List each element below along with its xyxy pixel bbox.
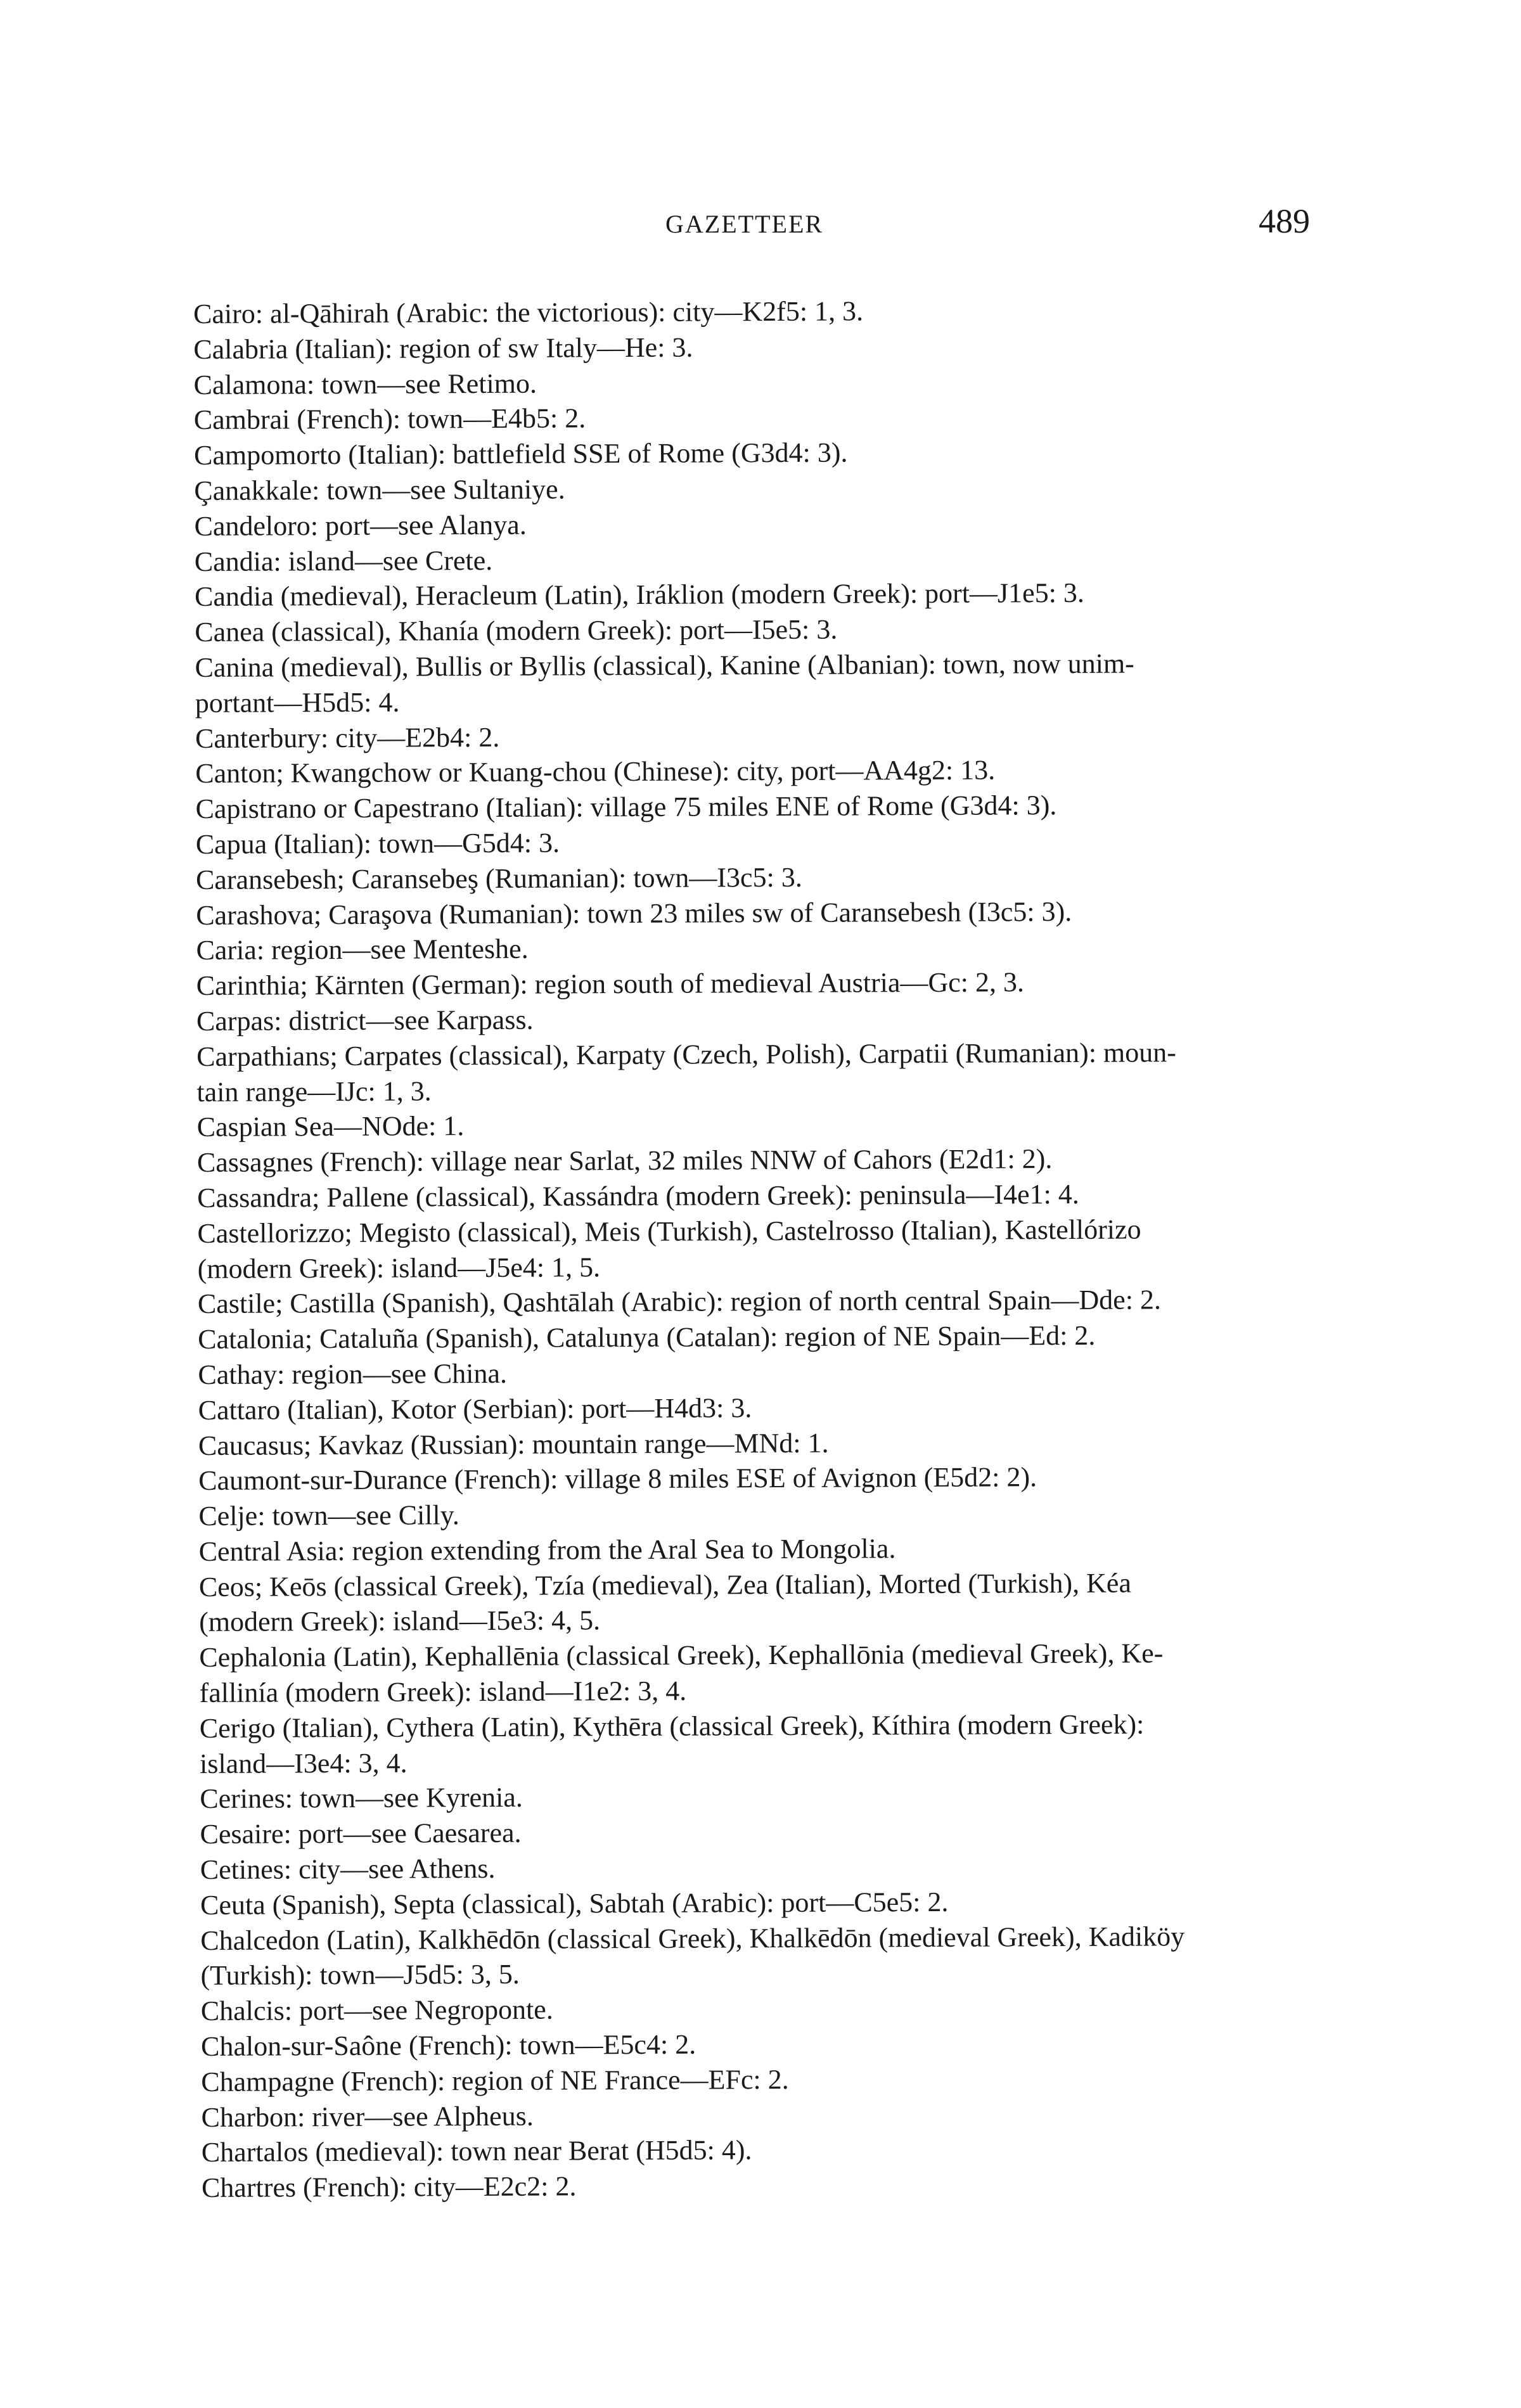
entry-text: Carashova; Caraşova (Rumanian): town 23 miles sw of Caransebesh (I3c5: 3). xyxy=(196,895,1072,931)
entry-text: Caumont-sur-Durance (French): village 8 miles ESE of Avignon (E5d2: 2). xyxy=(198,1461,1037,1497)
entry-text: Chalon-sur-Saône (French): town—E5c4: 2. xyxy=(200,2028,696,2063)
entry-text: Carpathians; Carpates (classical), Karpaty (Czech, Polish), Carpatii (Rumanian): moun- xyxy=(196,1036,1176,1072)
entry-text: Candeloro: port—see Alanya. xyxy=(194,509,527,542)
gazetteer-entry xyxy=(198,1494,1333,1534)
gazetteer-entry xyxy=(197,1211,1332,1286)
entry-text: Cetines: city—see Athens. xyxy=(200,1853,496,1886)
page-header xyxy=(0,202,1521,252)
entry-continuation: portant—H5d5: 4. xyxy=(195,686,400,719)
gazetteer-entry xyxy=(202,2130,1336,2171)
gazetteer-entry xyxy=(201,2059,1335,2100)
gazetteer-entry xyxy=(196,963,1331,1004)
entry-text: Catalonia; Cataluña (Spanish), Catalunya (Catalan): region of NE Spain—Ed: 2. xyxy=(198,1319,1096,1355)
gazetteer-entry xyxy=(200,1918,1335,1994)
entry-continuation: (modern Greek): island—J5e4: 1, 5. xyxy=(197,1251,601,1284)
entry-text: Canton; Kwangchow or Kuang-chou (Chinese): city, port—AA4g2: 13. xyxy=(195,754,996,790)
entry-text: Capua (Italian): town—G5d4: 3. xyxy=(195,827,560,860)
gazetteer-entry xyxy=(200,1847,1335,1888)
gazetteer-entry xyxy=(200,1777,1334,1817)
entry-continuation: (Turkish): town—J5d5: 3, 5. xyxy=(200,1959,520,1992)
gazetteer-entry xyxy=(200,1706,1334,1781)
gazetteer-entry xyxy=(202,2165,1336,2206)
entry-text: Ceuta (Spanish), Septa (classical), Sabtah (Arabic): port—C5e5: 2. xyxy=(200,1886,949,1921)
entry-text: Canina (medieval), Bullis or Byllis (classical), Kanine (Albanian): town, now unim- xyxy=(195,648,1134,683)
entry-text: Campomorto (Italian): battlefield SSE of Rome (G3d4: 3). xyxy=(193,437,848,471)
entry-text: Chalcis: port—see Negroponte. xyxy=(200,1994,553,2027)
gazetteer-entry xyxy=(198,1352,1332,1393)
gazetteer-entry xyxy=(195,645,1329,720)
entry-text: Charbon: river—see Alpheus. xyxy=(201,2100,534,2133)
gazetteer-entry xyxy=(196,857,1330,898)
gazetteer-entry xyxy=(194,398,1328,439)
gazetteer-entry xyxy=(201,1989,1335,2029)
entry-text: Calamona: town—see Retimo. xyxy=(193,368,537,400)
entry-text: Caransebesh; Caransebeş (Rumanian): town—I3c5: 3. xyxy=(195,861,802,895)
gazetteer-entry xyxy=(199,1635,1333,1710)
gazetteer-entry xyxy=(195,786,1330,827)
gazetteer-entry xyxy=(198,1281,1332,1322)
entry-text: Çanakkale: town—see Sultaniye. xyxy=(194,473,565,506)
entry-text: Cerigo (Italian), Cythera (Latin), Kythēra (classical Greek), Kíthira (modern Greek): xyxy=(199,1708,1145,1744)
gazetteer-entry xyxy=(194,468,1328,509)
entry-continuation: island—I3e4: 3, 4. xyxy=(199,1747,408,1779)
gazetteer-entry xyxy=(196,893,1330,933)
entry-text: Caucasus; Kavkaz (Russian): mountain range—MNd: 1. xyxy=(198,1427,829,1461)
gazetteer-entry xyxy=(195,539,1329,580)
gazetteer-entry xyxy=(198,1423,1333,1464)
gazetteer-entry xyxy=(201,2024,1335,2065)
entry-text: Cephalonia (Latin), Kephallēnia (classical Greek), Kephallōnia (medieval Greek), Ke- xyxy=(199,1637,1164,1674)
gazetteer-entry xyxy=(196,999,1331,1039)
gazetteer-entry xyxy=(193,362,1328,403)
gazetteer-entry xyxy=(196,822,1330,862)
entry-text: Ceos; Keōs (classical Greek), Tzía (medieval), Zea (Italian), Morted (Turkish), Kéa xyxy=(198,1567,1132,1603)
gazetteer-entry xyxy=(196,1034,1331,1110)
entry-text: Chartalos (medieval): town near Berat (H5d5: 4). xyxy=(201,2134,752,2168)
entry-text: Cassandra; Pallene (classical), Kassándra (modern Greek): peninsula—I4e1: 4. xyxy=(197,1178,1079,1214)
running-head: GAZETTEER xyxy=(665,210,824,238)
gazetteer-entry xyxy=(198,1317,1332,1357)
entry-text: Chalcedon (Latin), Kalkhēdōn (classical Greek), Khalkēdōn (medieval Greek), Kadiköy xyxy=(200,1920,1185,1956)
gazetteer-entry xyxy=(198,1458,1333,1499)
gazetteer-entry xyxy=(200,1883,1335,1923)
entry-text: Castellorizzo; Megisto (classical), Meis (Turkish), Castelrosso (Italian), Kastellórizo xyxy=(197,1214,1141,1249)
entry-text: Cathay: region—see China. xyxy=(198,1357,508,1390)
gazetteer-entry xyxy=(194,504,1328,544)
gazetteer-entry xyxy=(197,1140,1332,1181)
entry-text: Calabria (Italian): region of sw Italy—He: 3. xyxy=(193,331,693,365)
page-number: 489 xyxy=(1259,202,1310,240)
gazetteer-entry xyxy=(197,1105,1332,1146)
entry-text: Canterbury: city—E2b4: 2. xyxy=(195,721,500,754)
entry-text: Castile; Castilla (Spanish), Qashtālah (Arabic): region of north central Spain—Dde: 2. xyxy=(197,1284,1162,1320)
entry-text: Caspian Sea—NOde: 1. xyxy=(196,1110,465,1143)
gazetteer-entry xyxy=(200,1812,1334,1852)
entry-text: Carinthia; Kärnten (German): region south of medieval Austria—Gc: 2, 3. xyxy=(196,966,1025,1002)
entry-text: Central Asia: region extending from the Aral Sea to Mongolia. xyxy=(198,1533,896,1567)
gazetteer-entry xyxy=(195,575,1329,615)
gazetteer-entry xyxy=(199,1529,1333,1570)
entry-text: Celje: town—see Cilly. xyxy=(198,1499,459,1532)
entry-text: Cesaire: port—see Caesarea. xyxy=(200,1817,522,1850)
entry-text: Cairo: al-Qāhirah (Arabic: the victorious): city—K2f5: 1, 3. xyxy=(193,295,864,330)
entry-text: Cattaro (Italian), Kotor (Serbian): port—H4d3: 3. xyxy=(198,1392,752,1426)
gazetteer-entries xyxy=(193,291,1336,2206)
gazetteer-entry xyxy=(195,716,1330,757)
entry-text: Cambrai (French): town—E4b5: 2. xyxy=(193,402,586,436)
gazetteer-entry xyxy=(199,1565,1333,1640)
entry-text: Canea (classical), Khanía (modern Greek): port—I5e5: 3. xyxy=(195,613,838,648)
gazetteer-entry xyxy=(198,1388,1333,1428)
gazetteer-entry xyxy=(193,291,1328,332)
entry-continuation: (modern Greek): island—I5e3: 4, 5. xyxy=(199,1604,601,1638)
gazetteer-entry xyxy=(201,2095,1335,2136)
entry-text: Cassagnes (French): village near Sarlat, 32 miles NNW of Cahors (E2d1: 2). xyxy=(196,1143,1053,1179)
entry-text: Chartres (French): city—E2c2: 2. xyxy=(201,2170,577,2204)
entry-text: Caria: region—see Menteshe. xyxy=(196,933,529,966)
entry-continuation: fallinía (modern Greek): island—I1e2: 3, 4. xyxy=(199,1675,687,1709)
entry-text: Cerines: town—see Kyrenia. xyxy=(200,1782,523,1815)
entry-text: Capistrano or Capestrano (Italian): village 75 miles ENE of Rome (G3d4: 3). xyxy=(195,790,1057,825)
gazetteer-entry xyxy=(197,1175,1332,1216)
entry-text: Candia (medieval), Heracleum (Latin), Iráklion (modern Greek): port—J1e5: 3. xyxy=(194,577,1084,613)
gazetteer-entry xyxy=(193,327,1328,368)
entry-continuation: tain range—IJc: 1, 3. xyxy=(196,1075,432,1108)
gazetteer-entry xyxy=(195,752,1330,792)
entry-text: Champagne (French): region of NE France—EFc: 2. xyxy=(201,2063,789,2097)
gazetteer-entry xyxy=(196,928,1330,969)
gazetteer-entry xyxy=(194,433,1328,473)
entry-text: Carpas: district—see Karpass. xyxy=(196,1004,534,1037)
gazetteer-entry xyxy=(195,610,1329,650)
entry-text: Candia: island—see Crete. xyxy=(194,544,493,577)
